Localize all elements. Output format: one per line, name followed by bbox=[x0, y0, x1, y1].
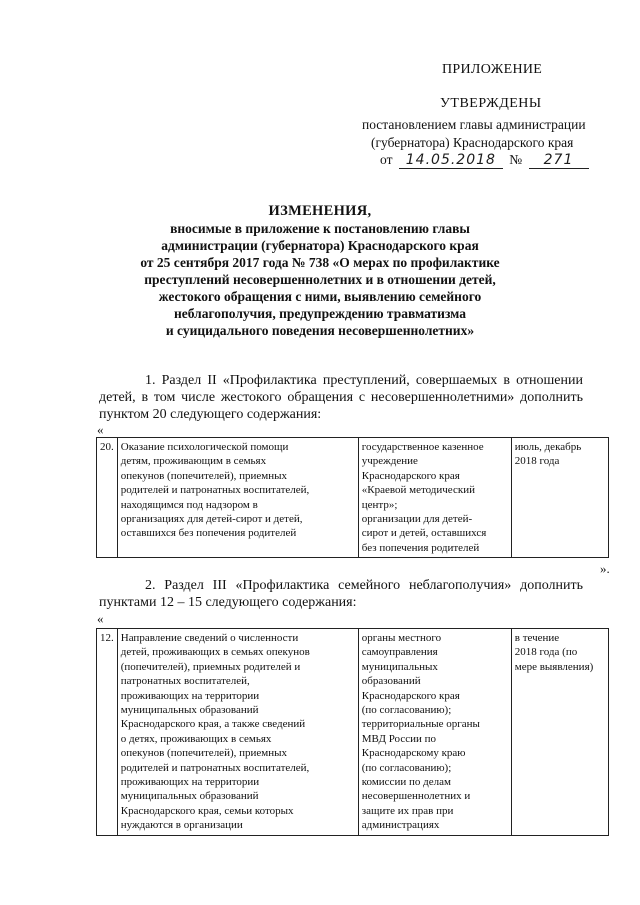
handwritten-number: 271 bbox=[529, 153, 589, 169]
document-title: ИЗМЕНЕНИЯ, bbox=[268, 203, 372, 219]
handwritten-date: 14.05.2018 bbox=[399, 153, 503, 169]
title-line: жестокого обращения с ними, выявлению семейного bbox=[158, 289, 482, 304]
table-row bbox=[97, 629, 609, 836]
section-2-table bbox=[96, 628, 609, 836]
section-1-table bbox=[96, 437, 609, 558]
approved-label: УТВЕРЖДЕНЫ bbox=[440, 96, 542, 111]
term-cell: июль, декабрь 2018 года bbox=[511, 438, 608, 558]
section-1-text: 1. Раздел II «Профилактика преступлений, совершаемых в отношении детей, в том числе жестокого обращения с несовершеннолетними» дополнить пунктом 20 следующего содержания: bbox=[99, 373, 583, 422]
measure-cell: Направление сведений о численности детей, проживающих в семьях опекунов (попечителей), приемных родителей и патронатных воспитателей, проживающих на территории муниципальных образований Краснодарского края, а также сведений о детях, проживающих в семьях опекунов (попечителей), приемных родителей и патронатных воспитателей, проживающих на территории муниципальных образований Краснодарского края, семьи которых нуждаются в организации bbox=[117, 629, 358, 836]
row-number: 12. bbox=[97, 629, 118, 836]
title-line: администрации (губернатора) Краснодарского края bbox=[161, 238, 479, 253]
quote-open: « bbox=[97, 422, 104, 437]
title-line: преступлений несовершеннолетних и в отношении детей, bbox=[144, 272, 496, 287]
row-number: 20. bbox=[97, 438, 118, 558]
title-line: и суицидального поведения несовершеннолетних» bbox=[165, 323, 475, 338]
decree-date-line bbox=[380, 152, 589, 169]
section-2-text: 2. Раздел III «Профилактика семейного неблагополучия» дополнить пунктами 12 – 15 следующего содержания: bbox=[99, 578, 583, 610]
executor-cell: органы местного самоуправления муниципальных образований Краснодарского края (по согласованию); территориальные органы МВД России по Краснодарскому краю (по согласованию); комиссии по делам несовершеннолетних и защите их прав при администрациях bbox=[358, 629, 511, 836]
title-line: от 25 сентября 2017 года № 738 «О мерах по профилактике bbox=[140, 255, 500, 270]
quote-close: ». bbox=[600, 561, 610, 576]
number-label: № bbox=[509, 152, 523, 167]
decree-line-2: (губернатора) Краснодарского края bbox=[371, 135, 574, 150]
executor-cell: государственное казенное учреждение Краснодарского края «Краевой методический центр»; организации для детей- сирот и детей, оставшихся без попечения родителей bbox=[358, 438, 511, 558]
appendix-label: ПРИЛОЖЕНИЕ bbox=[442, 62, 543, 77]
from-prefix: от bbox=[380, 152, 393, 167]
measure-cell: Оказание психологической помощи детям, проживающим в семьях опекунов (попечителей), приемных родителей и патронатных воспитателей, находящимся под надзором в организациях для детей-сирот и детей, оставшихся без попечения родителей bbox=[117, 438, 358, 558]
quote-open: « bbox=[97, 611, 104, 626]
title-line: неблагополучия, предупреждению травматизма bbox=[173, 306, 467, 321]
term-cell: в течение 2018 года (по мере выявления) bbox=[511, 629, 608, 836]
title-line: вносимые в приложение к постановлению главы bbox=[170, 221, 470, 236]
decree-line-1: постановлением главы администрации bbox=[362, 117, 586, 132]
table-row bbox=[97, 438, 609, 558]
